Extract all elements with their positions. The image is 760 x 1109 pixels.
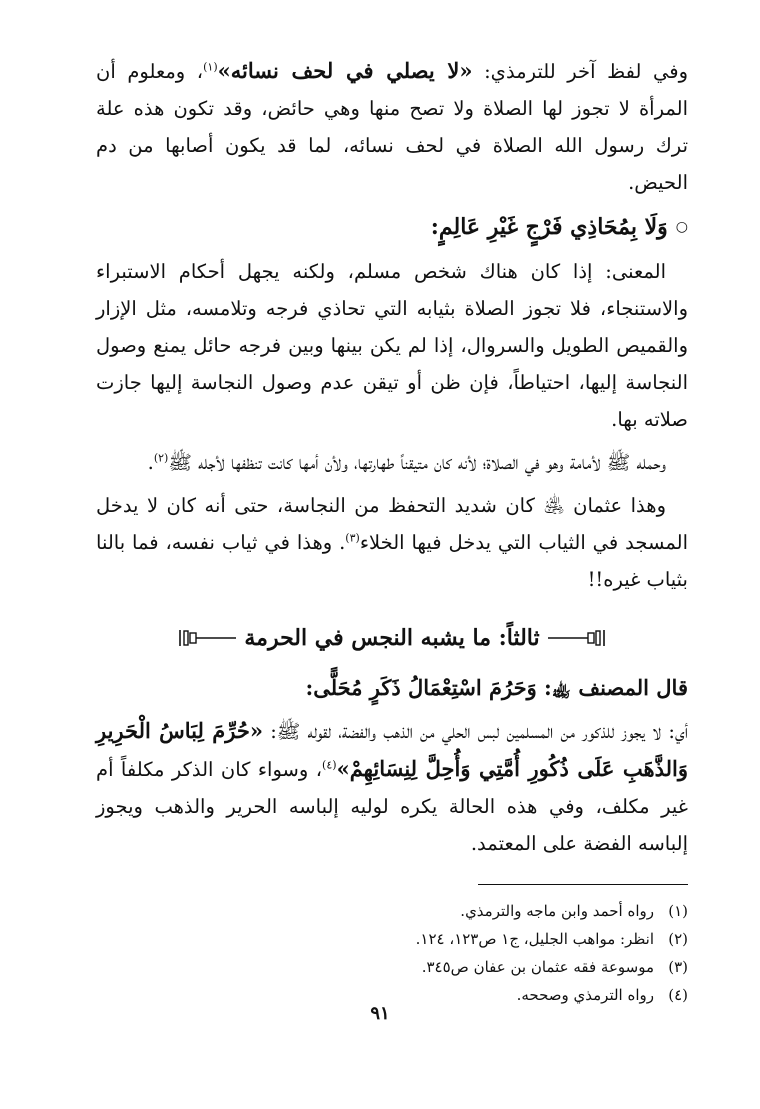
honorific-glyph: ﵀ — [551, 675, 572, 700]
paragraph-5-before: أي: لا يجوز للذكور من المسلمين لبس الحلي من الذهب والفضة، لقوله ﷺ: — [262, 720, 688, 743]
footnote-number: (١) — [668, 902, 688, 920]
paragraph-5 — [96, 712, 688, 862]
footnote-text: موسوعة فقه عثمان بن عفان ص٣٤٥. — [421, 958, 654, 976]
paragraph-3-after: . — [147, 451, 154, 474]
footnote-divider-wrap — [96, 884, 688, 885]
footnote-number: (٤) — [668, 986, 688, 1004]
paragraph-2: المعنى: إذا كان هناك شخص مسلم، ولكنه يجهل أحكام الاستبراء والاستنجاء، فلا تجوز الصلاة بثيابه التي تحاذي فرجه وتلامسه، مثل الإزار والقميص الطويل والسروال، إذا لم يكن بينها وبين فرجه حائل يمنع وصول النجاسة إليها، احتياطاً، فإن ظن أو تيقن عدم وصول النجاسة إليها جازت صلاته بها. — [96, 260, 688, 431]
hadith-quote-2: «حُرِّمَ لِبَاسُ الْحَرِيرِ وَالذَّهَبِ عَلَى ذُكُورِ أُمَّتِي وَأُحِلَّ لِنِسَائِهِمْ» — [96, 718, 688, 781]
paragraph-1-after: ، ومعلوم أن المرأة لا تجوز لها الصلاة ولا تصح منها وهي حائض، وقد تكون هذه علة ترك رسول الله الصلاة في لحف نسائه، لما قد يكون أصابها من دم الحيض. — [96, 60, 688, 194]
paragraph-1-before: وفي لفظ آخر للترمذي: — [472, 60, 688, 83]
paragraph-3 — [96, 444, 688, 481]
sub-heading-text: وَلَا بِمُحَاذِي فَرْجٍ غَيْرِ عَالِمٍ: — [430, 214, 668, 240]
hadith-quote-1: «لا يصلي في لحف نسائه» — [217, 58, 473, 83]
footnote-item — [96, 897, 688, 925]
paragraph-4 — [96, 487, 688, 598]
ornament-right-icon — [548, 630, 612, 646]
footnote-ref-3[interactable]: (٣) — [345, 531, 360, 545]
footnote-ref-4[interactable]: (٤) — [322, 758, 337, 772]
paragraph-1 — [96, 52, 688, 201]
footnote-text: انظر: مواهب الجليل، ج١ ص١٢٣، ١٢٤. — [415, 930, 654, 948]
footnote-ref-2[interactable]: (٢) — [153, 451, 169, 465]
footnotes — [96, 897, 688, 1009]
section-title — [96, 618, 688, 658]
footnote-text: رواه أحمد وابن ماجه والترمذي. — [460, 902, 654, 920]
page-body — [96, 52, 688, 1009]
section-title-text: ثالثاً: ما يشبه النجس في الحرمة — [244, 625, 540, 651]
author-text: : وَحَرُمَ اسْتِعْمَالُ ذَكَرٍ مُحَلًّى: — [305, 675, 552, 700]
sub-heading — [96, 207, 688, 247]
paragraph-4-before: وهذا عثمان ﵁ كان شديد التحفظ من النجاسة، حتى أنه كان لا يدخل المسجد في الثياب التي يدخل فيها الخلاء — [96, 494, 688, 554]
footnote-ref-1[interactable]: (١) — [203, 60, 218, 74]
footnote-text: رواه الترمذي وصححه. — [516, 986, 654, 1004]
footnote-number: (٢) — [668, 930, 688, 948]
author-statement — [96, 668, 688, 708]
paragraph-4-after: . وهذا في ثياب نفسه، فما بالنا بثياب غيره!! — [96, 531, 688, 591]
paragraph-5-after: ، وسواء كان الذكر مكلفاً أم غير مكلف، وفي هذه الحالة يكره لوليه إلباسه الحرير والذهب ويجوز إلباسه الفضة على المعتمد. — [96, 758, 688, 855]
author-label: قال المصنف — [578, 675, 688, 700]
footnote-item — [96, 925, 688, 953]
paragraph-3-before: وحمله ﷺ لأمامة وهو في الصلاة؛ لأنه كان متيقناً طهارتها، ولأن أمها كانت تنظفها لأجله ﷺ — [168, 451, 666, 474]
page-number: ٩١ — [370, 1003, 390, 1024]
footnote-number: (٣) — [668, 958, 688, 976]
ornament-left-icon — [172, 630, 236, 646]
footnote-divider — [478, 884, 688, 885]
circle-bullet-icon: ○ — [675, 219, 688, 235]
footnote-item — [96, 953, 688, 981]
